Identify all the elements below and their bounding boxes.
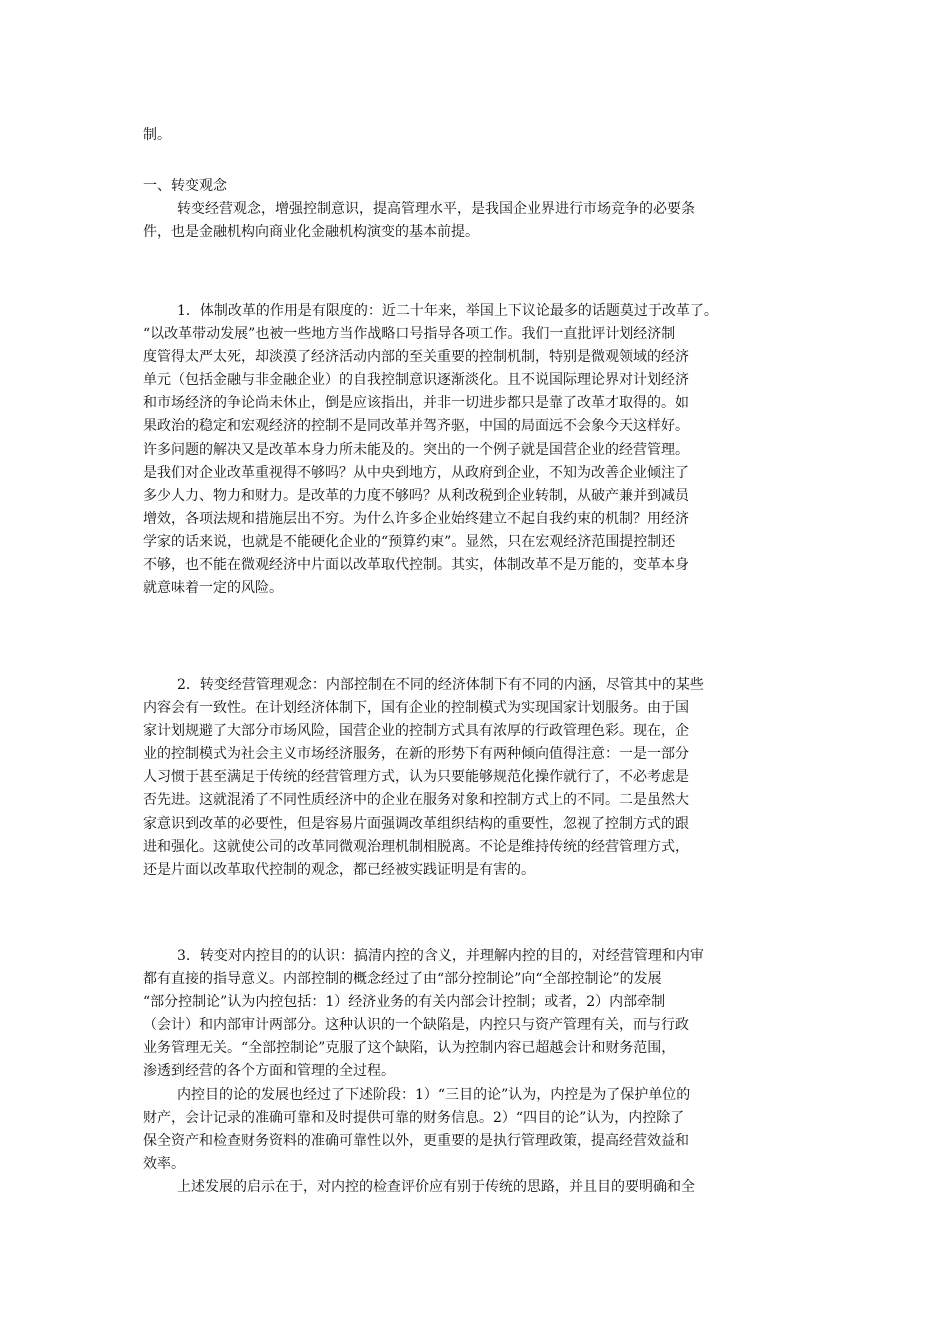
text-line: 效率。 [143, 1155, 185, 1172]
text-line: 内控目的论的发展也经过了下述阶段：1）“三目的论”认为，内控是为了保护单位的 [177, 1086, 691, 1103]
text-line: 2．转变经营管理观念：内部控制在不同的经济体制下有不同的内涵，尽管其中的某些 [177, 677, 704, 693]
text-line: 件，也是金融机构向商业化金融机构演变的基本前提。 [143, 224, 479, 241]
text-line: 家意识到改革的必要性，但是容易片面强调改革组织结构的重要性，忽视了控制方式的跟 [143, 815, 689, 832]
paragraph-reform-limits [143, 300, 819, 600]
opening-fragment [143, 124, 819, 147]
text-line: 财产，会计记录的准确可靠和及时提供可靠的财务信息。2）“四目的论”认为，内控除了 [143, 1109, 685, 1126]
text-line: 进和强化。这就使公司的改革同微观治理机制相脱离。不论是维持传统的经营管理方式， [143, 838, 689, 855]
text-line: “以改革带动发展”也被一些地方当作战略口号指导各项工作。我们一直批评计划经济制 [143, 326, 676, 343]
text-line: 就意味着一定的风险。 [143, 580, 283, 597]
section-heading: 一、转变观念 [143, 178, 227, 194]
text-line: 不够，也不能在微观经济中片面以改革取代控制。其实，体制改革不是万能的，变革本身 [143, 557, 689, 574]
paragraph-internal-control-purpose [143, 945, 819, 1199]
text-line: 和市场经济的争论尚未休止，倒是应该指出，并非一切进步都只是靠了改革才取得的。如 [143, 395, 689, 412]
paragraph-management-concept [143, 674, 819, 882]
text-line: 保全资产和检查财务资料的准确可靠性以外，更重要的是执行管理政策，提高经营效益和 [143, 1132, 689, 1149]
text-line: 内容会有一致性。在计划经济体制下，国有企业的控制模式为实现国家计划服务。由于国 [143, 700, 689, 717]
text-line: 增效，各项法规和措施层出不穷。为什么许多企业始终建立不起自我约束的机制？用经济 [143, 510, 689, 527]
text-line: 多少人力、物力和财力。是改革的力度不够吗？从利改税到企业转制，从破产兼并到减员 [143, 487, 689, 504]
text-line: 1．体制改革的作用是有限度的：近二十年来，举国上下议论最多的话题莫过于改革了。 [177, 303, 718, 319]
text-line: 果政治的稳定和宏观经济的控制不是同改革并驾齐驱，中国的局面远不会象今天这样好。 [143, 418, 689, 435]
text-line: 业的控制模式为社会主义市场经济服务，在新的形势下有两种倾向值得注意：一是一部分 [143, 746, 689, 763]
text-line: 许多问题的解决又是改革本身力所未能及的。突出的一个例子就是国营企业的经营管理。 [143, 441, 689, 458]
text-line: 否先进。这就混淆了不同性质经济中的企业在服务对象和控制方式上的不同。二是虽然大 [143, 792, 689, 809]
text-line: 转变经营观念，增强控制意识，提高管理水平，是我国企业界进行市场竞争的必要条 [177, 201, 695, 218]
text-line: 度管得太严太死，却淡漠了经济活动内部的至关重要的控制机制，特别是微观领域的经济 [143, 349, 689, 366]
section-one [143, 175, 819, 244]
text-line: 渗透到经营的各个方面和管理的全过程。 [143, 1063, 395, 1080]
text-line: 3．转变对内控目的的认识：搞清内控的含义，并理解内控的目的，对经营管理和内审 [177, 948, 704, 964]
text-line: 业务管理无关。“全部控制论”克服了这个缺陷，认为控制内容已超越会计和财务范围， [143, 1040, 676, 1057]
text-line: 上述发展的启示在于，对内控的检查评价应有别于传统的思路，并且目的要明确和全 [177, 1178, 695, 1195]
text-line: （会计）和内部审计两部分。这种认识的一个缺陷是，内控只与资产管理有关，而与行政 [143, 1017, 689, 1034]
text-line: “部分控制论”认为内控包括：1）经济业务的有关内部会计控制；或者，2）内部牵制 [143, 994, 666, 1011]
text-line: 都有直接的指导意义。内部控制的概念经过了由“部分控制论”向“全部控制论”的发展 [143, 971, 662, 988]
text-line: 制。 [143, 127, 171, 143]
text-line: 学家的话来说，也就是不能硬化企业的“预算约束”。显然，只在宏观经济范围提控制还 [143, 533, 676, 550]
text-line: 单元（包括金融与非金融企业）的自我控制意识逐渐淡化。且不说国际理论界对计划经济 [143, 372, 689, 389]
text-line: 是我们对企业改革重视得不够吗？从中央到地方，从政府到企业，不知为改善企业倾注了 [143, 464, 689, 481]
text-line: 家计划规避了大部分市场风险，国营企业的控制方式具有浓厚的行政管理色彩。现在，企 [143, 723, 689, 740]
text-line: 人习惯于甚至满足于传统的经营管理方式，认为只要能够规范化操作就行了，不必考虑是 [143, 769, 689, 786]
text-line: 还是片面以改革取代控制的观念，都已经被实践证明是有害的。 [143, 861, 535, 878]
